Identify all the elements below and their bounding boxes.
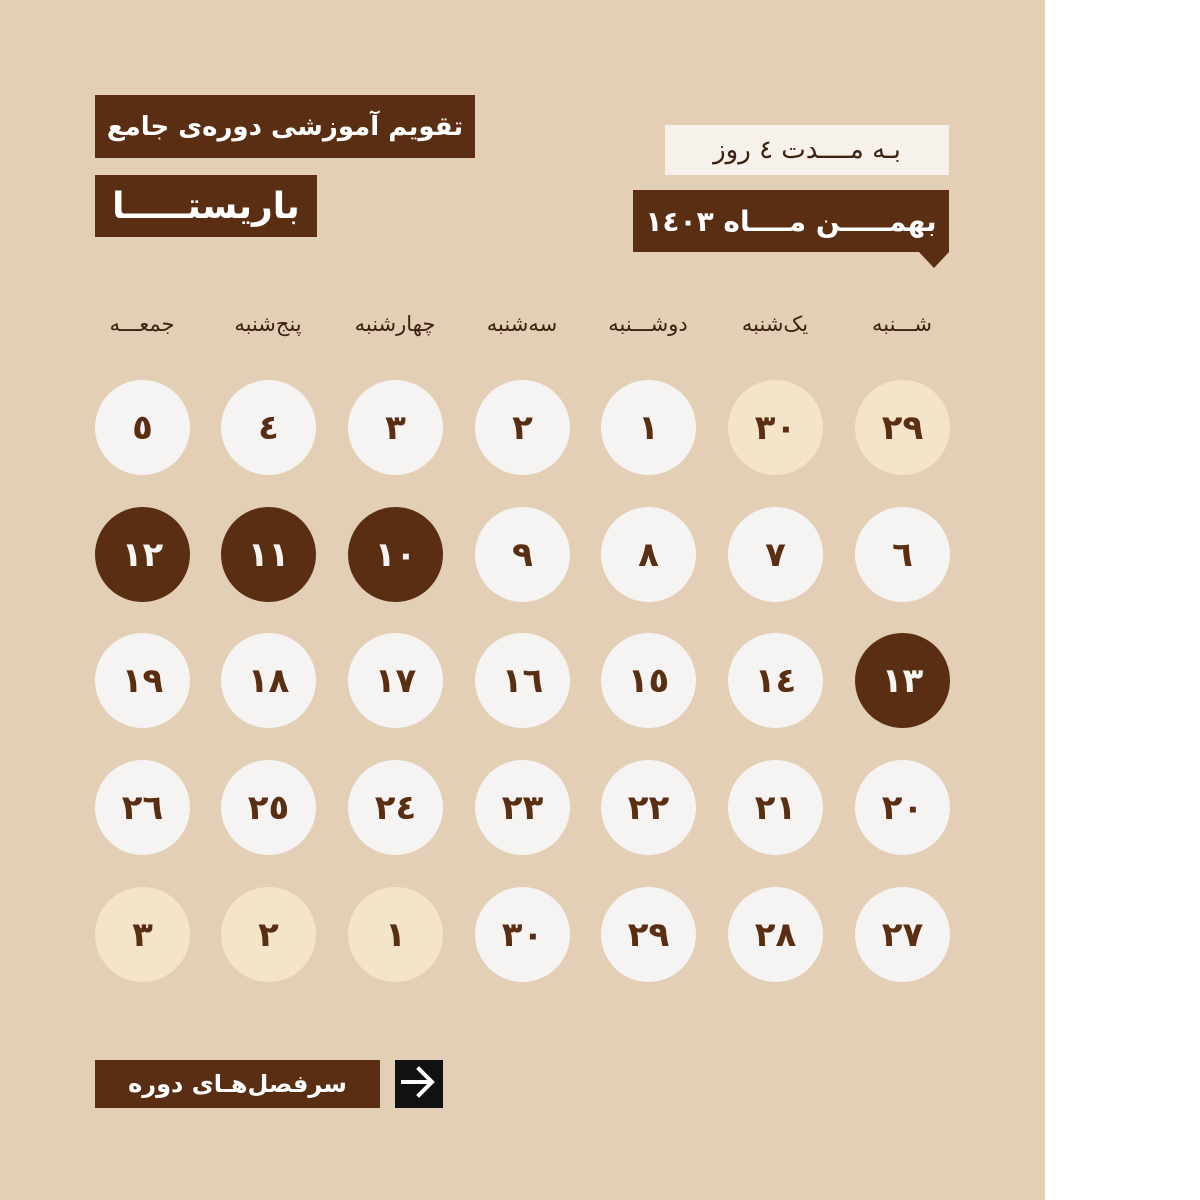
day-cell: ٢٧: [855, 887, 950, 982]
duration-label: بـه مــــدت ٤ روز: [665, 125, 949, 175]
weekday-saturday: شـــنبه: [872, 312, 932, 336]
day-cell: ٢٠: [855, 760, 950, 855]
day-cell: ١٧: [348, 633, 443, 728]
weekday-thursday: پنج‌شنبه: [234, 312, 302, 336]
arrow-right-icon: [399, 1064, 439, 1104]
day-cell: ٢٣: [475, 760, 570, 855]
day-cell: ٥: [95, 380, 190, 475]
next-arrow-button[interactable]: [395, 1060, 443, 1108]
day-cell: ٢: [475, 380, 570, 475]
day-cell: ٢٩: [601, 887, 696, 982]
day-cell: ٢٥: [221, 760, 316, 855]
day-cell: ٢٨: [728, 887, 823, 982]
day-cell: ١: [601, 380, 696, 475]
course-day-cell: ١٠: [348, 507, 443, 602]
day-cell: ٣: [348, 380, 443, 475]
day-cell: ١٦: [475, 633, 570, 728]
day-cell: ٧: [728, 507, 823, 602]
day-cell: ٢٦: [95, 760, 190, 855]
course-title: باریستـــــا: [95, 175, 317, 237]
date-tag-pointer: [919, 252, 949, 268]
date-tag: بهمـــــن مــــاه ١٤٠٣: [633, 190, 949, 252]
day-cell: ١٤: [728, 633, 823, 728]
day-cell: ٩: [475, 507, 570, 602]
course-day-cell: ١٣: [855, 633, 950, 728]
day-cell: ١٥: [601, 633, 696, 728]
decorative-sidebar: [1045, 0, 1200, 1200]
weekday-tuesday: سه‌شنبه: [486, 312, 558, 336]
day-cell: ٢١: [728, 760, 823, 855]
adjacent-month-day-cell: ٣٠: [728, 380, 823, 475]
course-day-cell: ١١: [221, 507, 316, 602]
adjacent-month-day-cell: ٢٩: [855, 380, 950, 475]
course-day-cell: ١٢: [95, 507, 190, 602]
day-cell: ١٩: [95, 633, 190, 728]
weekday-friday: جمعـــه: [109, 312, 175, 336]
day-cell: ٤: [221, 380, 316, 475]
day-cell: ٢٢: [601, 760, 696, 855]
day-cell: ٢٤: [348, 760, 443, 855]
day-cell: ٨: [601, 507, 696, 602]
weekday-monday: دوشـــنبه: [608, 312, 688, 336]
adjacent-month-day-cell: ٢: [221, 887, 316, 982]
adjacent-month-day-cell: ١: [348, 887, 443, 982]
day-cell: ١٨: [221, 633, 316, 728]
course-label: تقویم آموزشی دوره‌ی جامع: [95, 95, 475, 158]
adjacent-month-day-cell: ٣: [95, 887, 190, 982]
weekday-sunday: یک‌شنبه: [741, 312, 809, 336]
weekday-wednesday: چهارشنبه: [354, 312, 436, 336]
day-cell: ٣٠: [475, 887, 570, 982]
syllabus-button[interactable]: سرفصل‌هـای دوره: [95, 1060, 380, 1108]
day-cell: ٦: [855, 507, 950, 602]
